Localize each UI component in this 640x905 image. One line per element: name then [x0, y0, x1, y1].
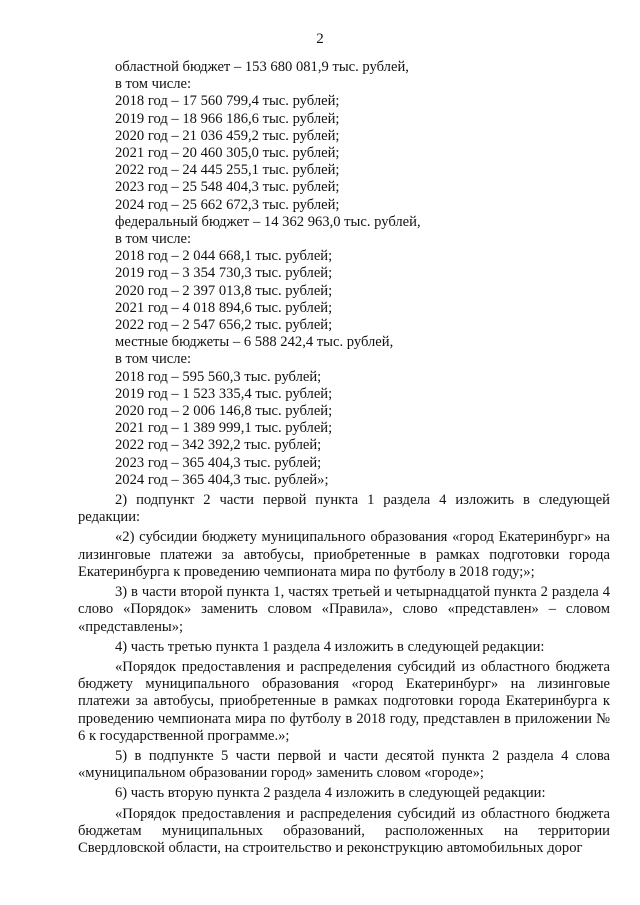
federal-year-line: 2020 год – 2 397 013,8 тыс. рублей;: [115, 282, 333, 299]
paragraph-item-5: 5) в подпункте 5 части первой и части десятой пункта 2 раздела 4 слова «муниципальном образовании город» заменить словом «городе»;: [78, 747, 610, 782]
local-year-line: 2018 год – 595 560,3 тыс. рублей;: [115, 368, 322, 385]
paragraph-item-4: 4) часть третью пункта 1 раздела 4 изложить в следующей редакции:: [115, 638, 545, 655]
local-incl: в том числе:: [115, 351, 192, 368]
local-year-line: 2022 год – 342 392,2 тыс. рублей;: [115, 437, 322, 454]
federal-year-line: 2019 год – 3 354 730,3 тыс. рублей;: [115, 265, 333, 282]
regional-incl: в том числе:: [115, 76, 192, 93]
local-year-line: 2021 год – 1 389 999,1 тыс. рублей;: [115, 420, 333, 437]
document-body: [78, 59, 610, 857]
regional-year-line: 2023 год – 25 548 404,3 тыс. рублей;: [115, 179, 340, 196]
page-number: 2: [316, 31, 324, 47]
regional-year-line: 2019 год – 18 966 186,6 тыс. рублей;: [115, 110, 340, 127]
regional-year-line: 2021 год – 20 460 305,0 тыс. рублей;: [115, 145, 340, 162]
federal-incl: в том числе:: [115, 231, 192, 248]
local-year-line: 2024 год – 365 404,3 тыс. рублей»;: [115, 471, 329, 488]
paragraph-item-6: 6) часть вторую пункта 2 раздела 4 изложить в следующей редакции:: [115, 785, 546, 802]
federal-year-line: 2018 год – 2 044 668,1 тыс. рублей;: [115, 248, 333, 265]
quoted-procedure-text: «Порядок предоставления и распределения субсидий из областного бюджета бюджету муниципального образования «город Екатеринбург» на лизинговые платежи за автобусы, приобретенные в рамках подготовки города Екатеринбурга к проведению чемпионата мира по футболу в 2018 году, представлен в приложении № 6 к государственной программе.»;: [78, 658, 610, 744]
quoted-roads-procedure: «Порядок предоставления и распределения субсидий из областного бюджета бюджетам муниципальных образований, расположенных на территории Свердловской области, на строительство и реконструкцию автомобильных дорог: [78, 805, 610, 856]
federal-budget-header: федеральный бюджет – 14 362 963,0 тыс. рублей,: [115, 213, 421, 230]
regional-year-line: 2024 год – 25 662 672,3 тыс. рублей;: [115, 196, 340, 213]
paragraph-item-3: 3) в части второй пункта 1, частях третьей и четырнадцатой пункта 2 раздела 4 слово «Порядок» заменить словом «Правила», слово «представлен» – словом «представлены»;: [78, 584, 610, 635]
local-year-line: 2023 год – 365 404,3 тыс. рублей;: [115, 454, 322, 471]
local-year-line: 2019 год – 1 523 335,4 тыс. рублей;: [115, 385, 333, 402]
local-year-line: 2020 год – 2 006 146,8 тыс. рублей;: [115, 403, 333, 420]
regional-year-line: 2020 год – 21 036 459,2 тыс. рублей;: [115, 127, 340, 144]
regional-budget-header: областной бюджет – 153 680 081,9 тыс. рублей,: [115, 59, 409, 75]
quoted-subsidy-item: «2) субсидии бюджету муниципального образования «город Екатеринбург» на лизинговые платежи за автобусы, приобретенные в рамках подготовки города Екатеринбурга к проведению чемпионата мира по футболу в 2018 году;»;: [78, 529, 610, 580]
regional-year-line: 2022 год – 24 445 255,1 тыс. рублей;: [115, 162, 340, 179]
federal-year-line: 2022 год – 2 547 656,2 тыс. рублей;: [115, 317, 333, 334]
paragraph-item-2: 2) подпункт 2 части первой пункта 1 раздела 4 изложить в следующей редакции:: [78, 492, 610, 526]
federal-year-line: 2021 год – 4 018 894,6 тыс. рублей;: [115, 299, 333, 316]
regional-year-line: 2018 год – 17 560 799,4 тыс. рублей;: [115, 93, 340, 110]
local-budget-header: местные бюджеты – 6 588 242,4 тыс. рублей,: [115, 334, 394, 351]
